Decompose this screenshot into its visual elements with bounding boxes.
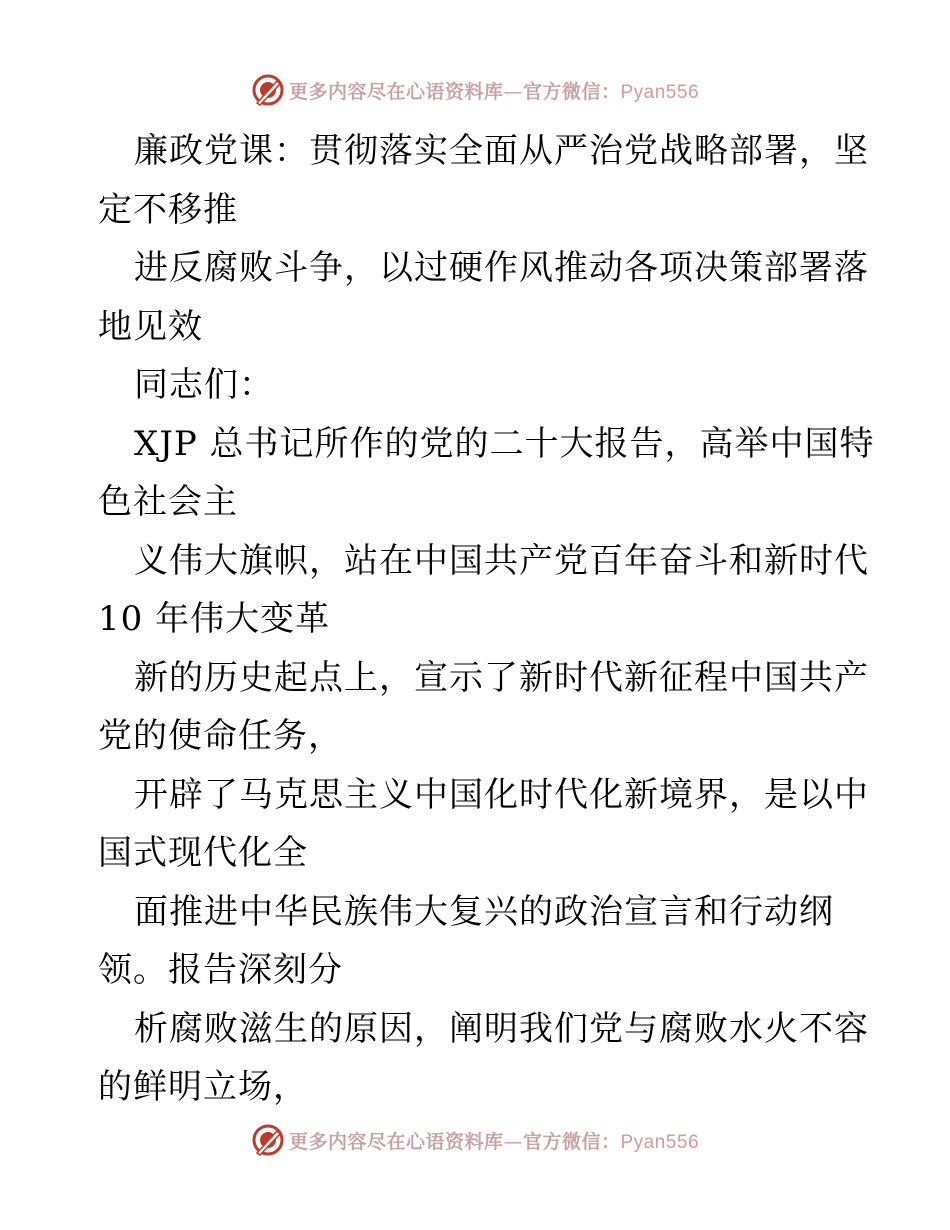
text-line: 色社会主 bbox=[98, 482, 238, 522]
watermark-id: Pyan556 bbox=[620, 1131, 700, 1153]
watermark-main: 更多内容尽在心语资料库 bbox=[288, 80, 504, 103]
watermark-label: 官方微信： bbox=[522, 80, 621, 103]
watermark-text bbox=[289, 1127, 699, 1154]
text-line: 党的使命任务， bbox=[98, 716, 343, 756]
text-line: 的鲜明立场， bbox=[98, 1067, 308, 1107]
document-body bbox=[98, 122, 875, 1117]
pen-logo-icon bbox=[251, 73, 285, 107]
text-line: 10 年伟大变革 bbox=[98, 599, 331, 639]
text-line: 领。报告深刻分 bbox=[98, 950, 343, 990]
text-line: 新的历史起点上，宣示了新时代新征程中国共产 bbox=[134, 657, 869, 698]
text-line: 析腐败滋生的原因，阐明我们党与腐败水火不容 bbox=[134, 1008, 869, 1049]
watermark-main: 更多内容尽在心语资料库 bbox=[288, 1130, 504, 1153]
watermark-separator: — bbox=[503, 1130, 523, 1153]
watermark-separator: — bbox=[503, 80, 523, 103]
footer-watermark bbox=[0, 1120, 950, 1160]
watermark-id: Pyan556 bbox=[620, 81, 700, 103]
text-line: 面推进中华民族伟大复兴的政治宣言和行动纲 bbox=[134, 891, 834, 932]
header-watermark bbox=[0, 70, 950, 110]
pen-logo-icon bbox=[251, 1123, 285, 1157]
text-line: XJP 总书记所作的党的二十大报告，高举中国特 bbox=[134, 423, 875, 464]
text-line: 进反腐败斗争，以过硬作风推动各项决策部署落 bbox=[134, 248, 869, 288]
watermark-label: 官方微信： bbox=[522, 1130, 621, 1153]
text-line: 廉政党课：贯彻落实全面从严治党战略部署，坚 bbox=[134, 131, 869, 171]
text-line: 同志们： bbox=[134, 365, 274, 405]
text-line: 定不移推 bbox=[98, 189, 238, 230]
text-line: 地见效 bbox=[98, 306, 203, 347]
watermark-text bbox=[289, 77, 699, 104]
text-line: 义伟大旗帜，站在中国共产党百年奋斗和新时代 bbox=[134, 540, 869, 581]
text-line: 开辟了马克思主义中国化时代化新境界，是以中 bbox=[134, 774, 869, 815]
text-line: 国式现代化全 bbox=[98, 833, 308, 873]
